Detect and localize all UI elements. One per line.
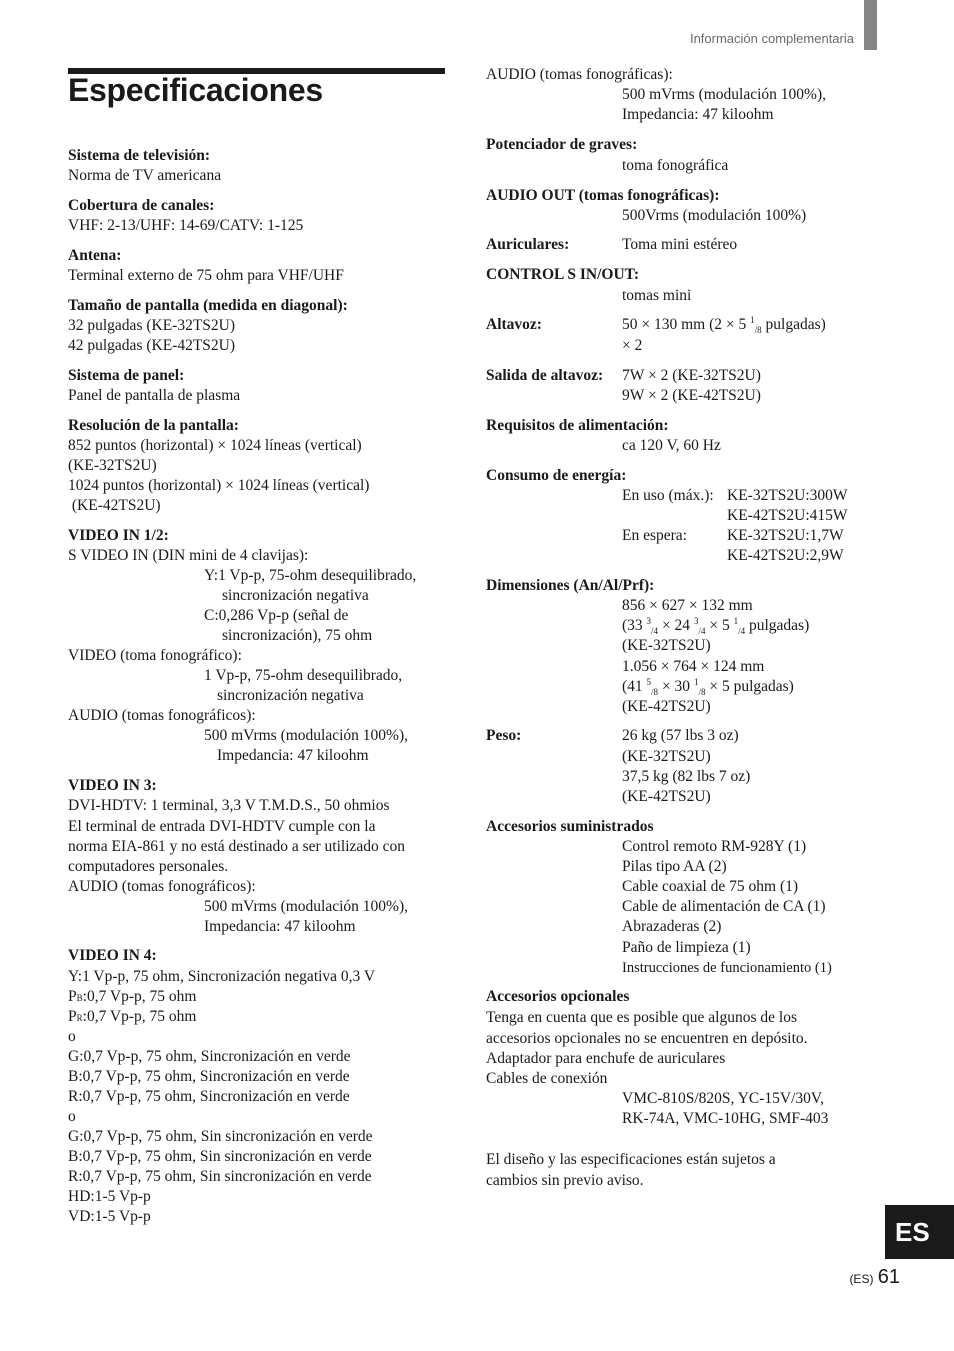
language-tab: ES [885,1205,954,1259]
spec-value: KE-32TS2U:300W [727,487,848,504]
spec-value: 37,5 kg (82 lbs 7 oz) [622,768,751,785]
spec-value: Y:1 Vp-p, 75 ohm, Sincronización negativa 0,3 V [68,968,376,985]
text-fragment: pulgadas) [745,617,810,634]
spec-value: Adaptador para enchufe de auriculares [486,1050,726,1067]
spec-value: norma EIA-861 y no está destinado a ser utilizado con [68,838,406,855]
spec-label-accessories: Accesorios suministrados [486,818,654,835]
spec-value: sincronización negativa [222,587,369,604]
spec-value: (KE-32TS2U) [68,457,157,474]
spec-value: Tenga en cuenta que es posible que algunos de los [486,1009,797,1026]
section-header: Información complementaria [689,31,854,46]
spec-sublabel: En uso (máx.): [622,487,714,504]
spec-value: o [68,1108,76,1125]
spec-value: Impedancia: 47 kiloohm [204,918,356,935]
spec-value: B:0,7 Vp-p, 75 ohm, Sin sincronización en verde [68,1148,372,1165]
spec-label-weight: Peso: [486,727,522,744]
spec-value: Y:1 Vp-p, 75-ohm desequilibrado, [204,567,417,584]
spec-value: toma fonográfica [622,157,729,174]
spec-label-video-in-4: VIDEO IN 4: [68,947,157,964]
disclaimer-note: El diseño y las especificaciones están sujetos a [486,1151,776,1168]
disclaimer-note: cambios sin previo aviso. [486,1172,644,1189]
spec-label-tv-system: Sistema de televisión: [68,147,211,164]
spec-value: R:0,7 Vp-p, 75 ohm, Sincronización en verde [68,1088,350,1105]
spec-value: 7W × 2 (KE-32TS2U) [622,367,761,384]
pr-value: :0,7 Vp-p, 75 ohm [82,1008,197,1025]
pb-letter: P [68,988,77,1005]
spec-value: 9W × 2 (KE-42TS2U) [622,387,761,404]
list-item: Cable de alimentación de CA (1) [622,898,826,915]
spec-label-speaker-output: Salida de altavoz: [486,367,604,384]
spec-label-speaker: Altavoz: [486,316,542,333]
spec-value: DVI-HDTV: 1 terminal, 3,3 V T.M.D.S., 50 ohmios [68,797,390,814]
spec-value: (KE-42TS2U) [68,497,161,514]
spec-label-channels: Cobertura de canales: [68,197,215,214]
pb-value: :0,7 Vp-p, 75 ohm [82,988,197,1005]
spec-value: Panel de pantalla de plasma [68,387,241,404]
list-item: Instrucciones de funcionamiento (1) [622,960,832,976]
text-fragment: 50 × 130 mm (2 × 5 [622,316,751,333]
spec-value: VD:1-5 Vp-p [68,1208,151,1225]
spec-value: VMC-810S/820S, YC-15V/30V, [622,1090,824,1107]
list-item: Control remoto RM-928Y (1) [622,838,807,855]
header-corner-bar [864,0,877,50]
spec-label-consumption: Consumo de energía: [486,467,627,484]
pb-subscript: B [76,993,83,1003]
fraction-denominator: /4 [651,626,659,637]
text-fragment: × 5 pulgadas) [705,678,794,695]
spec-value: HD:1-5 Vp-p [68,1188,151,1205]
spec-value: tomas mini [622,287,692,304]
spec-value: (KE-32TS2U) [622,637,711,654]
spec-value: 42 pulgadas (KE-42TS2U) [68,337,236,354]
spec-value: AUDIO (tomas fonográficas): [486,66,673,83]
spec-value: 500 mVrms (modulación 100%), [204,727,408,744]
spec-label-video-in-3: VIDEO IN 3: [68,777,157,794]
spec-value: R:0,7 Vp-p, 75 ohm, Sin sincronización en verde [68,1168,372,1185]
fraction-numerator: 1 [750,314,755,325]
spec-value: VHF: 2-13/UHF: 14-69/CATV: 1-125 [68,217,304,234]
fraction-numerator: 5 [646,676,652,687]
spec-label-antenna: Antena: [68,247,122,264]
spec-value: G:0,7 Vp-p, 75 ohm, Sincronización en verde [68,1048,351,1065]
spec-value-pr [68,1007,196,1028]
fraction-numerator: 3 [693,615,699,626]
spec-value: El terminal de entrada DVI-HDTV cumple con la [68,818,376,835]
text-fragment: pulgadas) [761,316,826,333]
spec-value: B:0,7 Vp-p, 75 ohm, Sincronización en verde [68,1068,350,1085]
fraction-denominator: /4 [738,626,746,637]
spec-label-video-in-12: VIDEO IN 1/2: [68,527,169,544]
text-fragment: (33 [622,617,647,634]
spec-value: ca 120 V, 60 Hz [622,437,721,454]
spec-value: AUDIO (tomas fonográficos): [68,878,256,895]
spec-label-screen-size: Tamaño de pantalla (medida en diagonal): [68,297,348,314]
spec-value: Norma de TV americana [68,167,222,184]
text-fragment: × 24 [658,617,694,634]
spec-value: KE-42TS2U:2,9W [727,547,844,564]
text-fragment: × 30 [658,678,694,695]
spec-value: × 2 [622,337,643,354]
list-item: Abrazaderas (2) [622,918,722,935]
spec-value: sincronización negativa [217,687,364,704]
list-item: Pilas tipo AA (2) [622,858,727,875]
spec-value: computadores personales. [68,858,229,875]
spec-value: 500Vrms (modulación 100%) [622,207,807,224]
spec-label-headphones: Auriculares: [486,236,570,253]
spec-value: S VIDEO IN (DIN mini de 4 clavijas): [68,547,309,564]
fraction-denominator: /8 [651,687,659,698]
spec-value: AUDIO (tomas fonográficos): [68,707,256,724]
spec-value: 856 × 627 × 132 mm [622,597,753,614]
spec-value: 1 Vp-p, 75-ohm desequilibrado, [204,667,403,684]
spec-label-panel: Sistema de panel: [68,367,185,384]
spec-value: 500 mVrms (modulación 100%), [622,86,826,103]
list-item: Cable coaxial de 75 ohm (1) [622,878,799,895]
spec-value-fraction [622,677,794,697]
text-fragment: × 5 [705,617,734,634]
spec-value: 1024 puntos (horizontal) × 1024 líneas (vertical) [68,477,370,494]
spec-value-speaker [622,315,826,335]
spec-value: KE-32TS2U:1,7W [727,527,844,544]
spec-value-fraction [622,616,809,636]
fraction-denominator: /8 [754,325,762,336]
fraction-numerator: 1 [733,615,739,626]
spec-value: C:0,286 Vp-p (señal de [204,607,349,624]
page-language: (ES) [849,1272,874,1286]
spec-value: 26 kg (57 lbs 3 oz) [622,727,739,744]
spec-value: Cables de conexión [486,1070,608,1087]
spec-value: Impedancia: 47 kiloohm [217,747,369,764]
spec-value: 500 mVrms (modulación 100%), [204,898,408,915]
spec-value: (KE-42TS2U) [622,788,711,805]
spec-label-optional-accessories: Accesorios opcionales [486,988,630,1005]
spec-value: G:0,7 Vp-p, 75 ohm, Sin sincronización en verde [68,1128,373,1145]
page-number-value: 61 [877,1266,900,1288]
page-title: Especificaciones [68,72,323,108]
spec-label-audio-out: AUDIO OUT (tomas fonográficas): [486,187,720,204]
spec-value: (KE-32TS2U) [622,748,711,765]
spec-value: 1.056 × 764 × 124 mm [622,658,765,675]
spec-value: sincronización), 75 ohm [222,627,373,644]
list-item: Paño de limpieza (1) [622,939,751,956]
spec-label-dimensions: Dimensiones (An/Al/Prf): [486,577,655,594]
page-number [849,1266,900,1289]
text-fragment: (41 [622,678,647,695]
spec-sublabel: En espera: [622,527,687,544]
spec-value: RK-74A, VMC-10HG, SMF-403 [622,1110,829,1127]
spec-value: Impedancia: 47 kiloohm [622,106,774,123]
pr-letter: P [68,1008,77,1025]
spec-value: 852 puntos (horizontal) × 1024 líneas (vertical) [68,437,362,454]
fraction-denominator: /8 [698,687,706,698]
spec-value-pb [68,987,196,1008]
spec-label-resolution: Resolución de la pantalla: [68,417,239,434]
spec-value: Terminal externo de 75 ohm para VHF/UHF [68,267,344,284]
spec-label-control-s: CONTROL S IN/OUT: [486,266,640,283]
spec-value: 32 pulgadas (KE-32TS2U) [68,317,236,334]
spec-value: accesorios opcionales no se encuentren en depósito. [486,1030,808,1047]
fraction-denominator: /4 [698,626,706,637]
pr-subscript: R [76,1013,83,1023]
spec-label-power: Requisitos de alimentación: [486,417,669,434]
spec-value: o [68,1028,76,1045]
spec-value: VIDEO (toma fonográfico): [68,647,242,664]
spec-value: (KE-42TS2U) [622,698,711,715]
fraction-numerator: 1 [693,676,699,687]
spec-value: KE-42TS2U:415W [727,507,848,524]
spec-value: Toma mini estéreo [622,236,738,253]
spec-label-bass: Potenciador de graves: [486,136,638,153]
fraction-numerator: 3 [646,615,652,626]
